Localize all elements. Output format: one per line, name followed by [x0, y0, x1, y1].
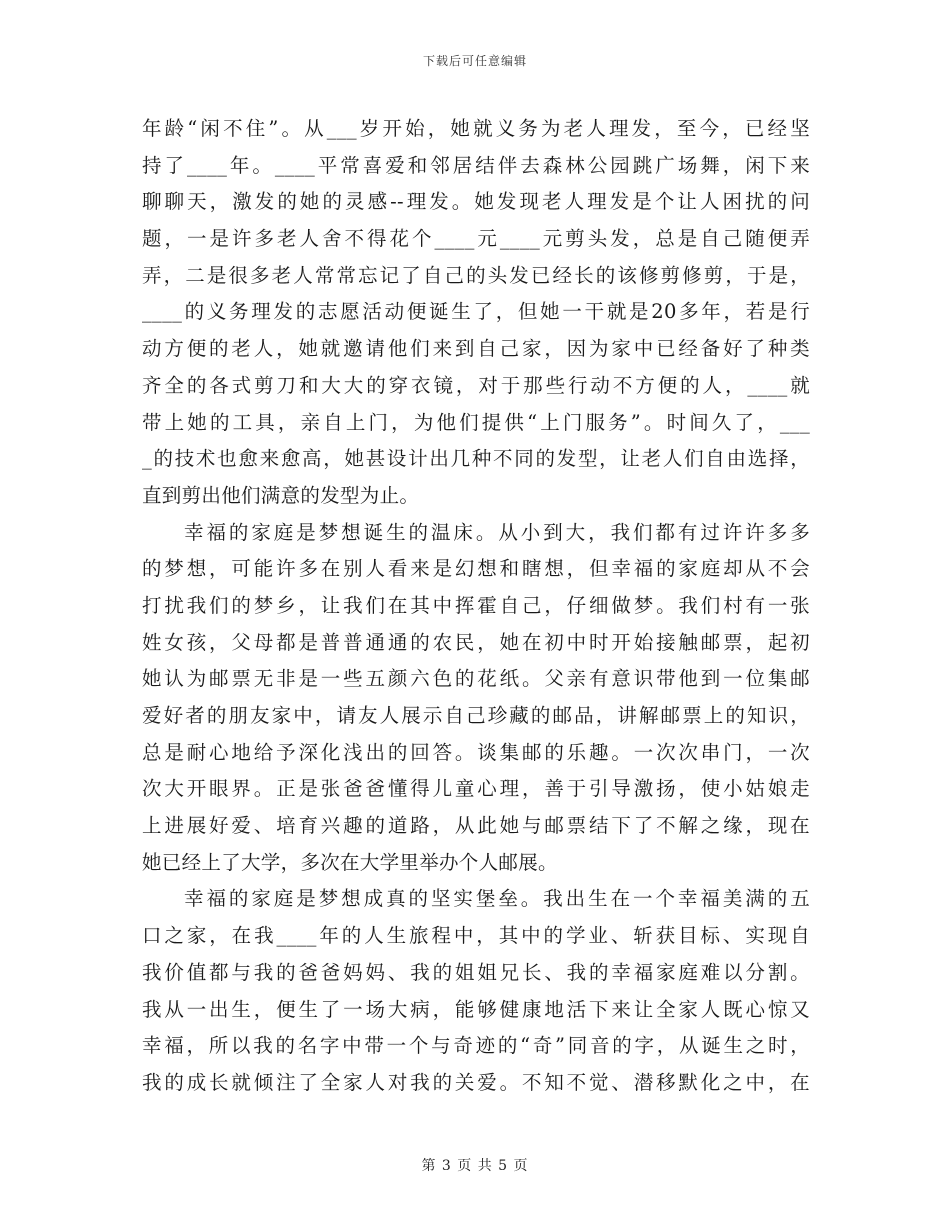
page-header-note: 下载后可任意编辑	[422, 54, 527, 68]
text-line: 上进展好爱、培育兴趣的道路，从此她与邮票结下了不解之缘，现在	[142, 814, 810, 838]
text-line: 聊聊天，激发的她的灵感--理发。她发现老人理发是个让人困扰的问	[142, 190, 810, 214]
text-line: 我价值都与我的爸爸妈妈、我的姐姐兄长、我的幸福家庭难以分割。	[142, 960, 810, 984]
text-line: 带上她的工具，亲自上门，为他们提供“上门服务”。时间久了，___	[142, 410, 810, 434]
text-line: 持了____年。____平常喜爱和邻居结伴去森林公园跳广场舞，闲下来	[142, 153, 810, 177]
text-line: 她认为邮票无非是一些五颜六色的花纸。父亲有意识带他到一位集邮	[142, 667, 810, 691]
text-line: 齐全的各式剪刀和大大的穿衣镜，对于那些行动不方便的人，____就	[142, 373, 810, 397]
text-line: 她已经上了大学，多次在大学里举办个人邮展。	[142, 850, 558, 874]
paragraph	[142, 111, 810, 515]
text-line: 动方便的老人，她就邀请他们来到自己家，因为家中已经备好了种类	[142, 337, 810, 361]
text-line: 口之家，在我____年的人生旅程中，其中的学业、斩获目标、实现自	[142, 924, 810, 948]
page-number: 第 3 页 共 5 页	[421, 1158, 529, 1174]
text-line: 题，一是许多老人舍不得花个____元____元剪头发，总是自己随便弄	[142, 227, 810, 251]
text-line: 幸福的家庭是梦想成真的坚实堡垒。我出生在一个幸福美满的五	[184, 887, 810, 911]
document-body	[142, 111, 810, 1102]
text-line: 打扰我们的梦乡，让我们在其中挥霍自己，仔细做梦。我们村有一张	[142, 593, 810, 617]
text-line: 我从一出生，便生了一场大病，能够健康地活下来让全家人既心惊又	[142, 997, 810, 1021]
text-line: 弄，二是很多老人常常忘记了自己的头发已经长的该修剪修剪，于是，	[142, 263, 810, 287]
text-line: 我的成长就倾注了全家人对我的关爱。不知不觉、潜移默化之中，在	[142, 1070, 810, 1094]
text-line: 幸福，所以我的名字中带一个与奇迹的“奇”同音的字，从诞生之时，	[142, 1034, 810, 1058]
text-line: 的梦想，可能许多在别人看来是幻想和瞎想，但幸福的家庭却从不会	[142, 557, 810, 581]
text-line: 总是耐心地给予深化浅出的回答。谈集邮的乐趣。一次次串门，一次	[142, 740, 810, 764]
text-line: ____的义务理发的志愿活动便诞生了，但她一干就是20多年，若是行	[142, 300, 810, 324]
text-line: 次大开眼界。正是张爸爸懂得儿童心理，善于引导激扬，使小姑娘走	[142, 777, 810, 801]
paragraph	[142, 515, 810, 882]
text-line: 年龄“闲不住”。从___岁开始，她就义务为老人理发，至今，已经坚	[142, 117, 810, 140]
text-line: 姓女孩，父母都是普普通通的农民，她在初中时开始接触邮票，起初	[142, 630, 810, 654]
text-line: 直到剪出他们满意的发型为止。	[142, 483, 420, 507]
text-line: _的技术也愈来愈高，她甚设计出几种不同的发型，让老人们自由选择，	[142, 447, 810, 471]
paragraph	[142, 881, 810, 1101]
text-line: 爱好者的朋友家中，请友人展示自己珍藏的邮品，讲解邮票上的知识，	[142, 704, 810, 727]
text-line: 幸福的家庭是梦想诞生的温床。从小到大，我们都有过许许多多	[184, 520, 810, 544]
